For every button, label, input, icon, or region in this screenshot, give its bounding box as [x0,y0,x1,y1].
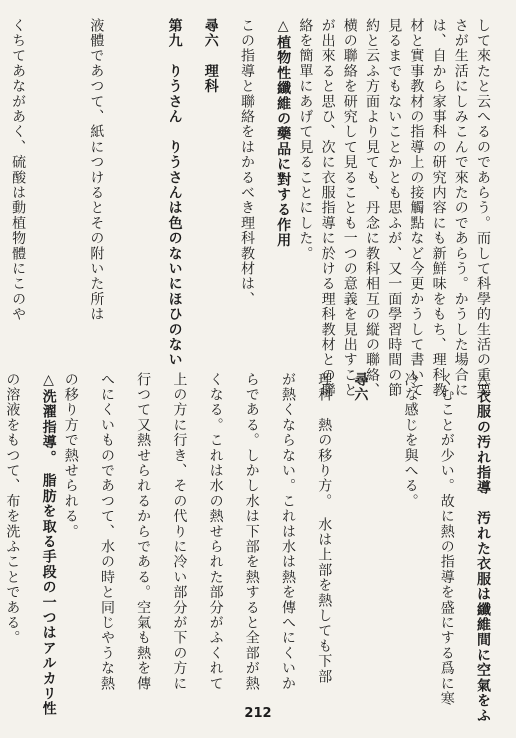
text-column: 約と云ふ方面より見ても、丹念に教科相互の縦の聯絡、 [363,18,380,398]
text-column: くちてあながあく、硫酸は動植物體にこのや [10,18,27,322]
text-column: 材と實事教材の指導上の接觸點など今更かうして書いて [408,18,425,398]
text-column: 見るまでもないことかとも思ふが、又一面學習時間の節 [386,18,403,398]
text-column: △衣服の汚れ指導 汚れた衣服は纖維間に空氣をふ [475,372,491,724]
page-number: 212 [244,706,272,721]
text-column: 行つて又熱せられるからである。空氣も熱を傳 [135,372,152,692]
text-column: 上の方に行き、その代りに冷い部分が下の方に [171,372,188,692]
text-column: 液體であつて、紙につけるとその附いた所は [88,18,105,322]
text-column: の溶液をもつて、布を洗ふことである。 [4,372,21,646]
text-column: くなる。これは水の熱せられた部分がふくれて [207,372,224,692]
text-column: △洗濯指導。 脂肪を取る手段の一つはアルカリ性 [40,372,57,717]
text-column: が熱くならない。これは水は熱を傳へにくいか [279,372,296,692]
text-column: くむことが少い。故に熱の指導を盛にする爲に寒 [438,372,455,707]
text-column: が出來ると思ひ、次に衣服指導に於ける理科教材との聯 [319,18,336,398]
text-column: 理科 熱の移り方。 水は上部を熱しても下部 [316,372,333,685]
text-column: 絡を簡單にあげて見ることにした。 [297,18,314,262]
text-column: は、自から家事科の研究内容にも新鮮味をもち、理科教 [430,18,447,398]
section-divider [24,352,494,353]
upper-text-block [10,18,494,398]
text-column: 横の聯絡を研究して見ることも一つの意義を見出すこと [341,18,358,398]
text-column: この指導と聯絡をはかるべき理科教材は、 [238,18,255,307]
text-column: へにくいものであつて、水の時と同じやうな熱 [98,372,115,692]
text-column: さが生活にしみこんで來たのであらう。かうした場合に [452,18,469,398]
text-column: らである。しかし水は下部を熱すると全部が熱 [243,372,260,692]
text-column: 第九 りうさん りうさんは色のないにほひのない [166,18,183,368]
text-column: 尋六 理科 [202,18,219,94]
text-column: △植物性纖維の藥品に對する作用 [275,18,292,248]
text-column: の移り方で熱せられる。 [62,372,79,540]
text-column: 冷な感じを與へる。 [402,372,419,509]
text-column [0,18,7,338]
text-column: して來たと云へるのであらう。而して科學的生活の重要 [475,18,491,398]
text-column: 尋六 [352,372,369,403]
